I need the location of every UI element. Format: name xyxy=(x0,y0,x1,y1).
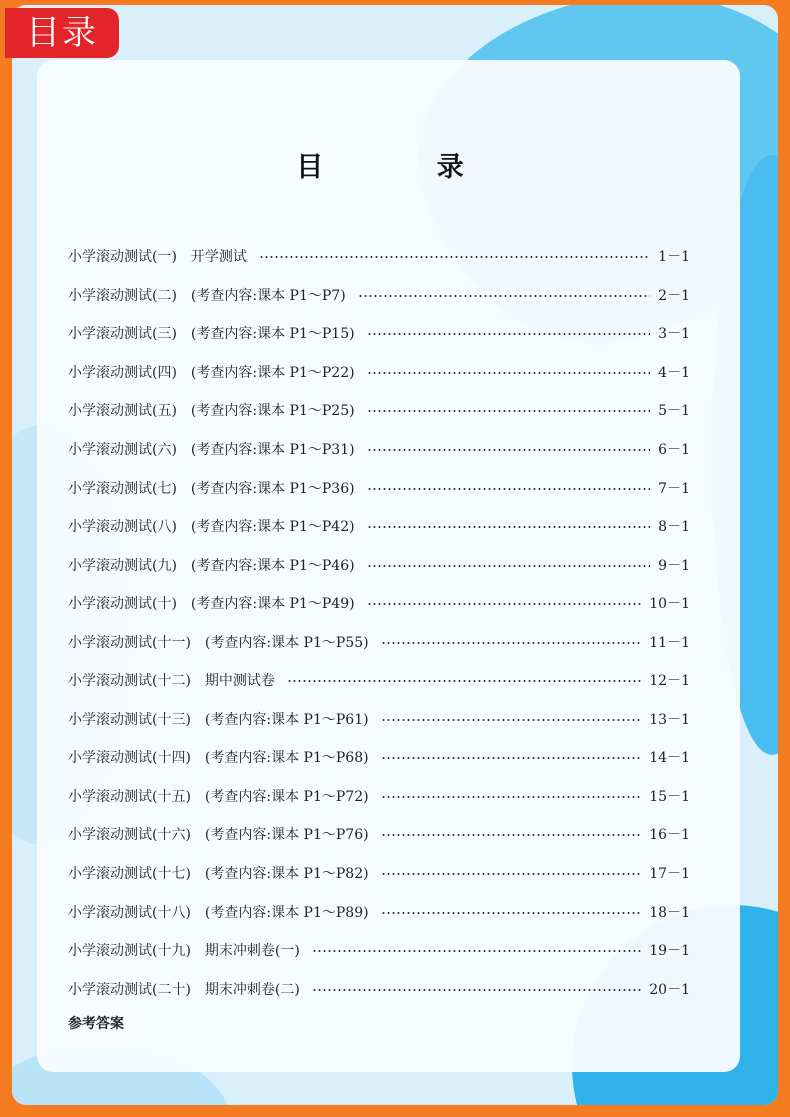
toc-entry[interactable] xyxy=(68,584,690,623)
toc-entry[interactable] xyxy=(68,931,690,970)
toc-entry-title: 小学滚动测试(五) (考查内容:课本 P1～P25) xyxy=(68,403,355,420)
dot-leader xyxy=(367,488,651,490)
toc-entry[interactable] xyxy=(68,507,690,546)
toc-entry[interactable] xyxy=(68,622,690,661)
toc-entry-title: 小学滚动测试(八) (考查内容:课本 P1～P42) xyxy=(68,519,355,536)
toc-entry-title: 小学滚动测试(十五) (考查内容:课本 P1～P72) xyxy=(68,788,369,805)
dot-leader xyxy=(367,449,651,451)
toc-entry[interactable] xyxy=(68,777,690,816)
dot-leader xyxy=(367,410,651,412)
toc-entry-page: 11－1 xyxy=(649,634,690,651)
toc-entry-title: 小学滚动测试(十六) (考查内容:课本 P1～P76) xyxy=(68,827,369,844)
toc-entry[interactable] xyxy=(68,276,690,315)
toc-entry-page: 15－1 xyxy=(649,788,690,805)
toc-entry-page: 1－1 xyxy=(658,249,690,266)
toc-entry[interactable] xyxy=(68,815,690,854)
toc-entry[interactable] xyxy=(68,854,690,893)
toc-entry-title: 小学滚动测试(十) (考查内容:课本 P1～P49) xyxy=(68,596,355,613)
toc-entry[interactable] xyxy=(68,700,690,739)
toc-entry-title: 小学滚动测试(十七) (考查内容:课本 P1～P82) xyxy=(68,866,369,883)
dot-leader xyxy=(367,603,642,605)
toc-entry-page: 17－1 xyxy=(649,866,690,883)
toc-entry-page: 10－1 xyxy=(649,596,690,613)
toc-entry-title: 小学滚动测试(二十) 期末冲刺卷(二) xyxy=(68,981,300,998)
toc-entry-page: 5－1 xyxy=(658,403,690,420)
toc-entry-title: 小学滚动测试(十二) 期中测试卷 xyxy=(68,673,275,690)
toc-entry[interactable] xyxy=(68,237,690,276)
dot-leader xyxy=(367,333,651,335)
toc-entry-page: 18－1 xyxy=(649,904,690,921)
toc-entry-title: 小学滚动测试(三) (考查内容:课本 P1～P15) xyxy=(68,326,355,343)
toc-entry-title: 小学滚动测试(一) 开学测试 xyxy=(68,249,247,266)
answers-entry[interactable]: 参考答案 xyxy=(68,1016,124,1032)
toc-entry-page: 7－1 xyxy=(658,480,690,497)
dot-leader xyxy=(381,834,642,836)
toc-entry-page: 16－1 xyxy=(649,827,690,844)
toc-entry-title: 小学滚动测试(九) (考查内容:课本 P1～P46) xyxy=(68,557,355,574)
toc-entry-page: 3－1 xyxy=(658,326,690,343)
dot-leader xyxy=(381,757,642,759)
toc-entry-page: 4－1 xyxy=(658,364,690,381)
dot-leader xyxy=(381,719,642,721)
toc-entry-title: 小学滚动测试(十八) (考查内容:课本 P1～P89) xyxy=(68,904,369,921)
toc-entry-page: 8－1 xyxy=(658,519,690,536)
table-of-contents xyxy=(68,237,690,1008)
dot-leader xyxy=(367,526,651,528)
toc-entry-title: 小学滚动测试(四) (考查内容:课本 P1～P22) xyxy=(68,364,355,381)
toc-entry[interactable] xyxy=(68,430,690,469)
dot-leader xyxy=(367,565,651,567)
toc-entry[interactable] xyxy=(68,314,690,353)
toc-entry[interactable] xyxy=(68,391,690,430)
toc-entry-page: 9－1 xyxy=(658,557,690,574)
toc-entry[interactable] xyxy=(68,468,690,507)
toc-entry[interactable] xyxy=(68,892,690,931)
toc-entry-page: 12－1 xyxy=(649,673,690,690)
toc-entry-page: 2－1 xyxy=(658,287,690,304)
dot-leader xyxy=(381,912,642,914)
toc-entry-page: 13－1 xyxy=(649,711,690,728)
toc-entry[interactable] xyxy=(68,545,690,584)
toc-entry[interactable] xyxy=(68,661,690,700)
dot-leader xyxy=(312,950,641,952)
toc-entry-title: 小学滚动测试(十四) (考查内容:课本 P1～P68) xyxy=(68,750,369,767)
toc-entry[interactable] xyxy=(68,738,690,777)
toc-entry-title: 小学滚动测试(六) (考查内容:课本 P1～P31) xyxy=(68,442,355,458)
toc-entry-page: 20－1 xyxy=(649,981,690,998)
section-tag: 目录 xyxy=(5,8,119,58)
toc-entry-title: 小学滚动测试(七) (考查内容:课本 P1～P36) xyxy=(68,480,355,497)
dot-leader xyxy=(312,989,641,991)
dot-leader xyxy=(287,680,641,682)
toc-entry-page: 19－1 xyxy=(649,943,690,960)
toc-entry-title: 小学滚动测试(十一) (考查内容:课本 P1～P55) xyxy=(68,634,369,651)
dot-leader xyxy=(381,873,642,875)
toc-entry-page: 6－1 xyxy=(658,442,690,458)
dot-leader xyxy=(381,796,642,798)
dot-leader xyxy=(358,295,651,297)
toc-entry-page: 14－1 xyxy=(649,750,690,767)
dot-leader xyxy=(381,642,642,644)
dot-leader xyxy=(259,256,650,258)
toc-entry-title: 小学滚动测试(十九) 期末冲刺卷(一) xyxy=(68,943,300,960)
toc-entry[interactable] xyxy=(68,969,690,1008)
toc-entry-title: 小学滚动测试(二) (考查内容:课本 P1～P7) xyxy=(68,287,346,304)
toc-entry-title: 小学滚动测试(十三) (考查内容:课本 P1～P61) xyxy=(68,711,369,728)
page-title: 目 录 xyxy=(296,152,516,183)
toc-entry[interactable] xyxy=(68,353,690,392)
dot-leader xyxy=(367,372,651,374)
